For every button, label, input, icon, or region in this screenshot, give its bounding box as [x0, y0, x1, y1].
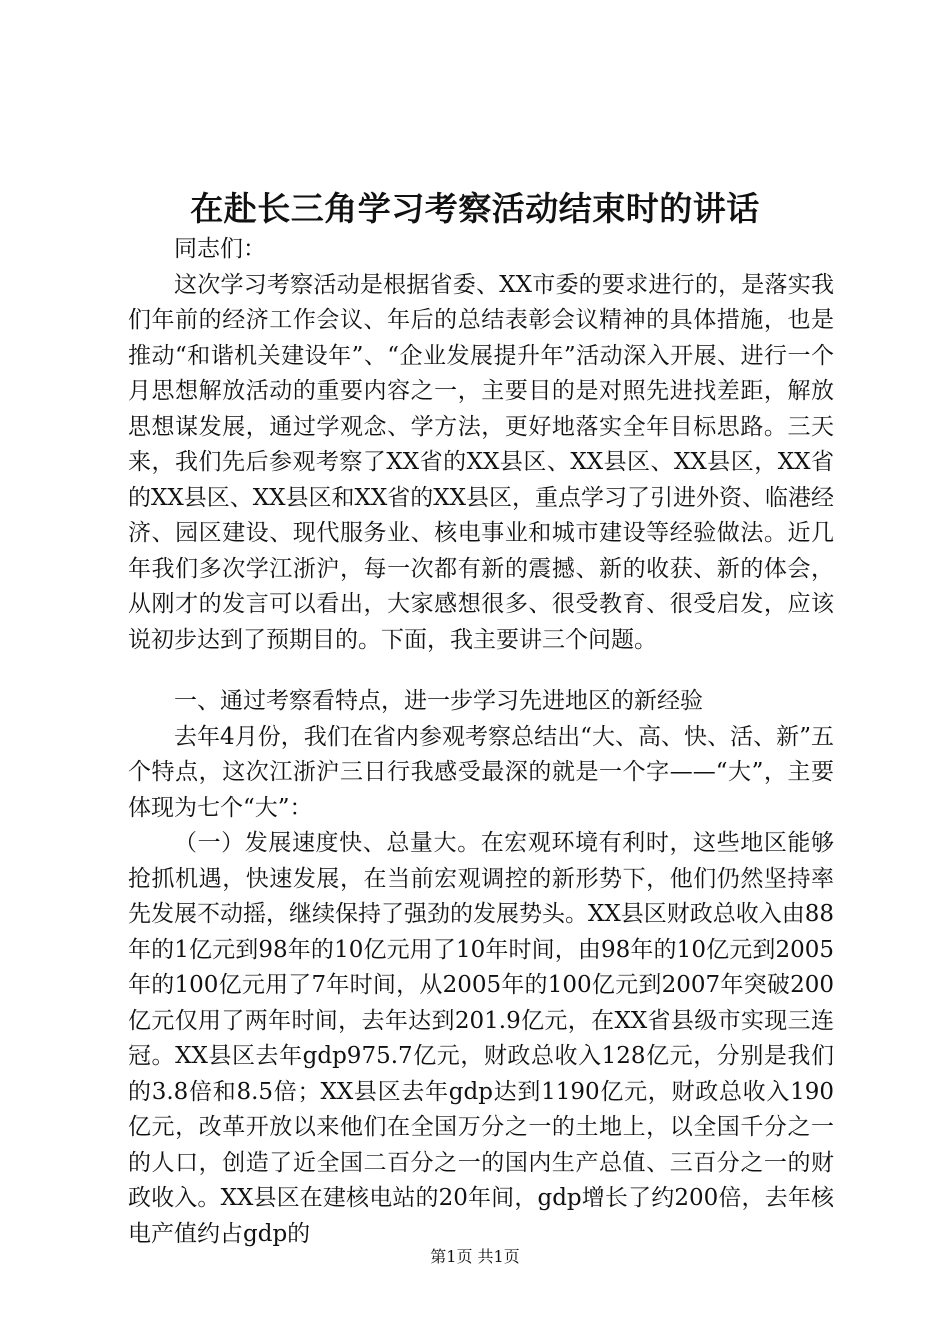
document-title: 在赴长三角学习考察活动结束时的讲话	[190, 189, 760, 228]
section-paragraph-2: （一）发展速度快、总量大。在宏观环境有利时，这些地区能够抢抓机遇，快速发展，在当前宏观调控的新形势下，他们仍然坚持率先发展不动摇，继续保持了强劲的发展势头。XX县区财政总收入由88年的1亿元到98年的10亿元用了10年时间，由98年的10亿元到2005年的100亿元用了7年时间，从2005年的100亿元到2007年突破200亿元仅用了两年时间，去年达到201.9亿元，在XX省县级市实现三连冠。XX县区去年gdp975.7亿元，财政总收入128亿元，分别是我们的3.8倍和8.5倍；XX县区去年gdp达到1190亿元，财政总收入190亿元，改革开放以来他们在全国万分之一的土地上，以全国千分之一的人口，创造了近全国二百分之一的国内生产总值、三百分之一的财政收入。XX县区在建核电站的20年间，gdp增长了约200倍，去年核电产值约占gdp的	[128, 830, 835, 1247]
salutation: 同志们：	[174, 236, 266, 262]
intro-paragraph: 这次学习考察活动是根据省委、XX市委的要求进行的，是落实我们年前的经济工作会议、年后的总结表彰会议精神的具体措施，也是推动“和谐机关建设年”、“企业发展提升年”活动深入开展、进行一个月思想解放活动的重要内容之一，主要目的是对照先进找差距，解放思想谋发展，通过学观念、学方法，更好地落实全年目标思路。三天来，我们先后参观考察了XX省的XX县区、XX县区、XX县区，XX省的XX县区、XX县区和XX省的XX县区，重点学习了引进外资、临港经济、园区建设、现代服务业、核电事业和城市建设等经验做法。近几年我们多次学江浙沪，每一次都有新的震撼、新的收获、新的体会，从刚才的发言可以看出，大家感想很多、很受教育、很受启发，应该说初步达到了预期目的。下面，我主要讲三个问题。	[128, 271, 834, 653]
section-paragraph-1: 去年4月份，我们在省内参观考察总结出“大、高、快、活、新”五个特点，这次江浙沪三日行我感受最深的就是一个字——“大”，主要体现为七个“大”：	[128, 723, 834, 821]
page-footer: 第1页 共1页	[430, 1247, 520, 1266]
document-body	[128, 232, 834, 1252]
section-heading: 一、通过考察看特点，进一步学习先进地区的新经验	[174, 688, 703, 714]
